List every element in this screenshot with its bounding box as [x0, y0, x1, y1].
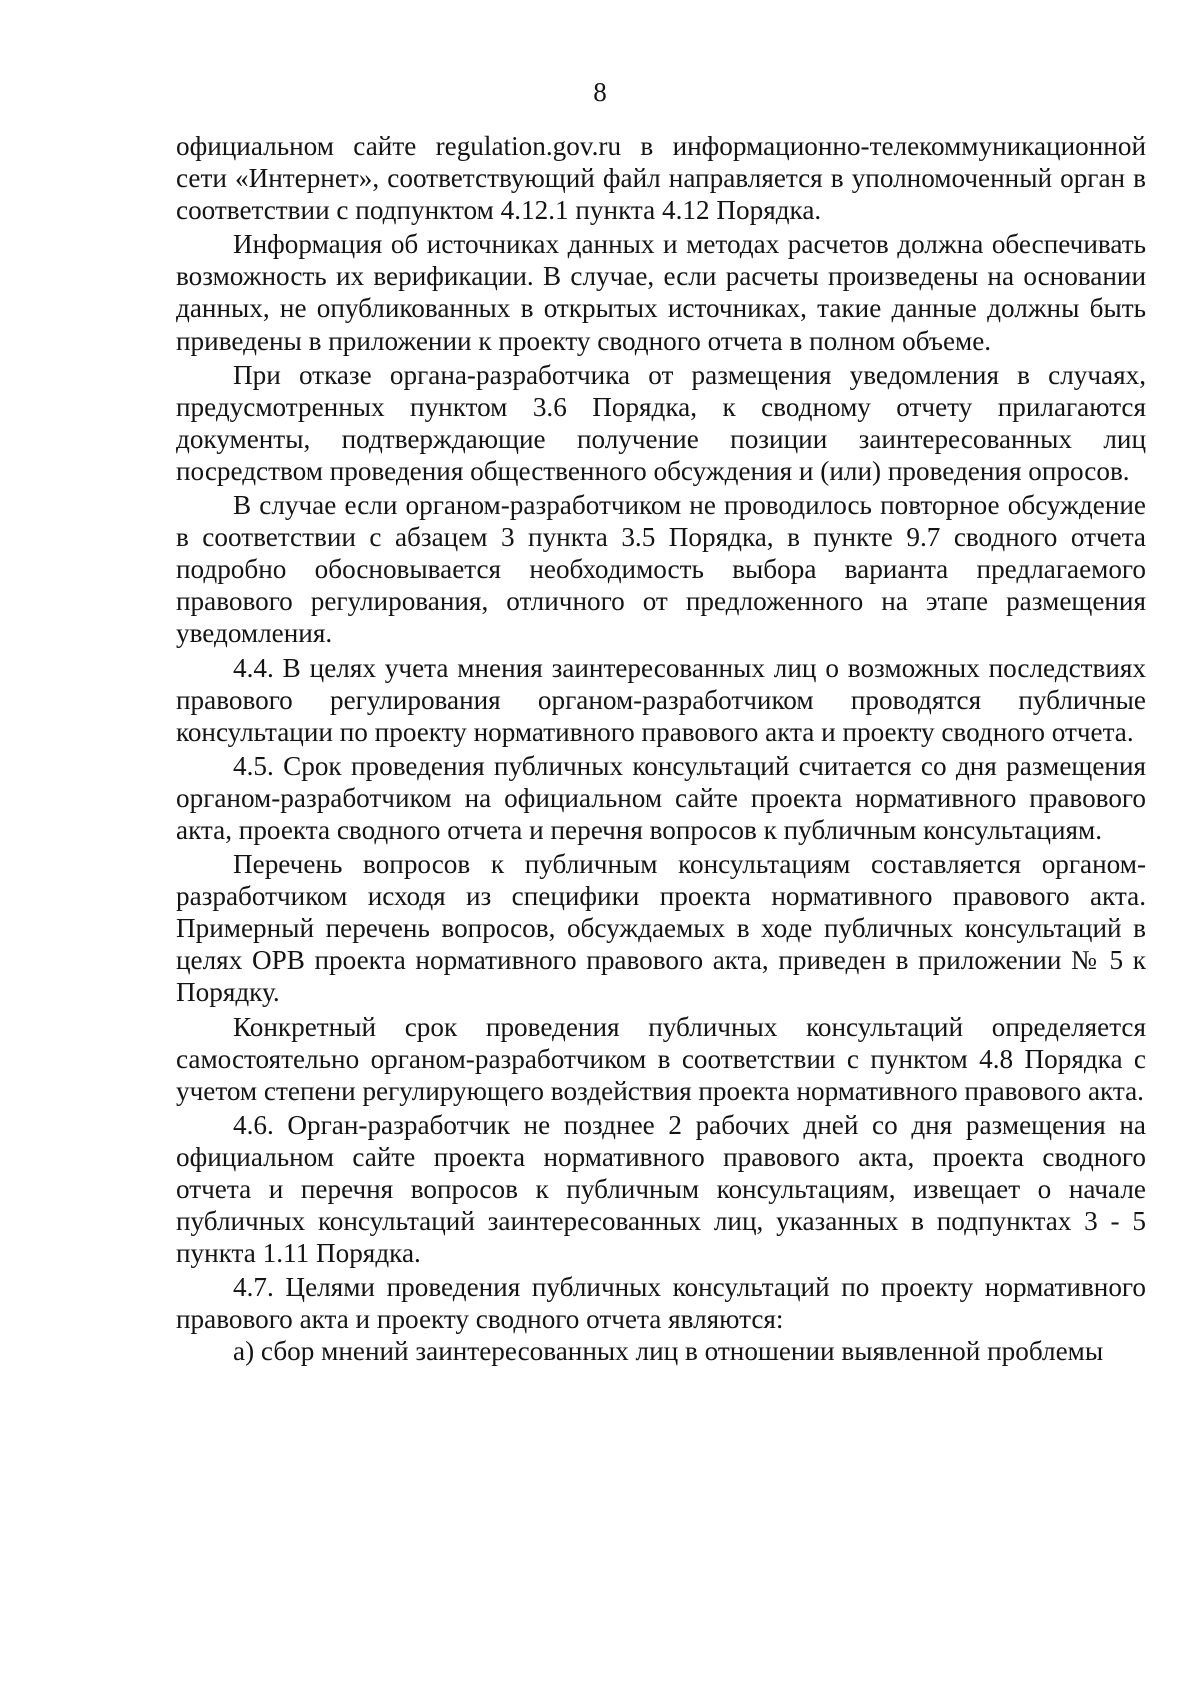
paragraph-item-a: а) сбор мнений заинтересованных лиц в отношении выявленной проблемы — [233, 1336, 1104, 1367]
paragraph-continued: официальном сайте regulation.gov.ru в информационно-телекоммуникационной сети «Интернет», соответствующий файл направляется в уполномоченный орган в соответствии с подпунктом 4.12.1 пункта 4.12 Порядка. — [176, 131, 1146, 226]
paragraph-4-5: 4.5. Срок проведения публичных консультаций считается со дня размещения органом-разработчиком на официальном сайте проекта нормативного правового акта, проекта сводного отчета и перечня вопросов к публичным консультациям. — [176, 750, 1146, 845]
paragraph-4-4: 4.4. В целях учета мнения заинтересованных лиц о возможных последствиях правового регулирования органом-разработчиком проводятся публичные консультации по проекту нормативного правового акта и проекту сводного отчета. — [176, 652, 1146, 747]
paragraph-question-list: Перечень вопросов к публичным консультациям составляется органом-разработчиком исходя из специфики проекта нормативного правового акта. Примерный перечень вопросов, обсуждаемых в ходе публичных консультаций в целях ОРВ проекта нормативного правового акта, приведен в приложении № 5 к Порядку. — [176, 849, 1146, 1008]
document-body — [176, 130, 1146, 1368]
paragraph-4-6: 4.6. Орган-разработчик не позднее 2 рабочих дней со дня размещения на официальном сайте проекта нормативного правового акта, проекта сводного отчета и перечня вопросов к публичным консультациям, извещает о начале публичных консультаций заинтересованных лиц, указанных в подпунктах 3 - 5 пункта 1.11 Порядка. — [176, 1109, 1146, 1269]
paragraph-specific-term: Конкретный срок проведения публичных консультаций определяется самостоятельно органом-разработчиком в соответствии с пунктом 4.8 Порядка с учетом степени регулирующего воздействия проекта нормативного правового акта. — [176, 1011, 1146, 1106]
paragraph-repeat-discussion: В случае если органом-разработчиком не проводилось повторное обсуждение в соответствии с абзацем 3 пункта 3.5 Порядка, в пункте 9.7 сводного отчета подробно обосновывается необходимость выбора варианта предлагаемого правового регулирования, отличного от предложенного на этапе размещения уведомления. — [176, 490, 1146, 649]
paragraph-refusal-notice: При отказе органа-разработчика от размещения уведомления в случаях, предусмотренных пунктом 3.6 Порядка, к сводному отчету прилагаются документы, подтверждающие получение позиции заинтересованных лиц посредством проведения общественного обсуждения и (или) проведения опросов. — [176, 359, 1146, 486]
paragraph-data-sources: Информация об источниках данных и методах расчетов должна обеспечивать возможность их верификации. В случае, если расчеты произведены на основании данных, не опубликованных в открытых источниках, такие данные должны быть приведены в приложении к проекту сводного отчета в полном объеме. — [176, 229, 1146, 356]
page-number: 8 — [593, 77, 607, 107]
paragraph-4-7: 4.7. Целями проведения публичных консультаций по проекту нормативного правового акта и проекту сводного отчета являются: — [176, 1272, 1146, 1335]
